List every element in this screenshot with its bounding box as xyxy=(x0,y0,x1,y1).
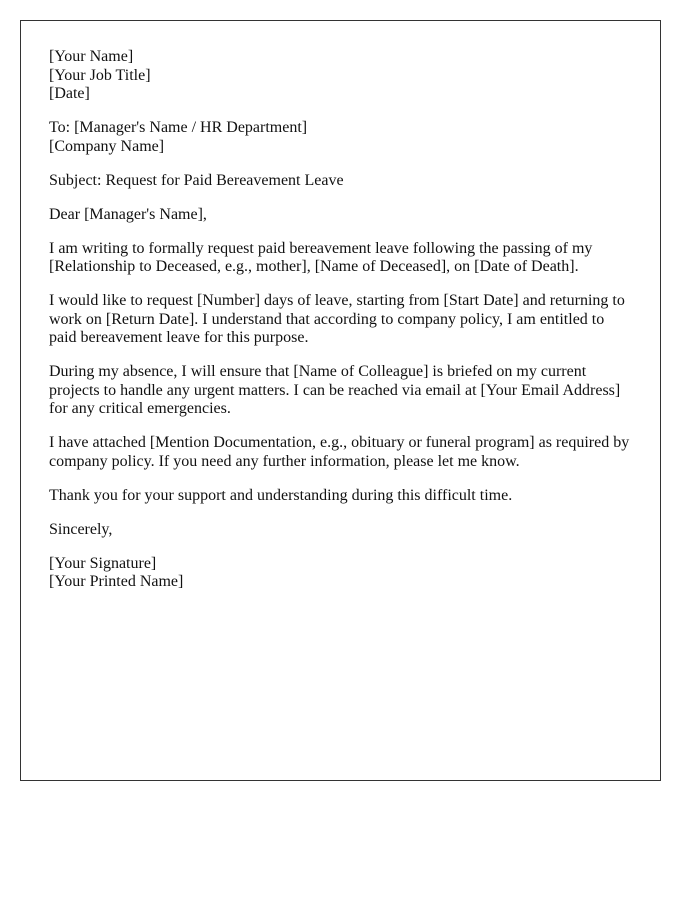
salutation: Dear [Manager's Name], xyxy=(49,205,207,223)
sender-block xyxy=(49,48,632,104)
printed-name: [Your Printed Name] xyxy=(49,573,184,590)
recipient-to: To: [Manager's Name / HR Department] xyxy=(49,119,308,136)
body-paragraph: I would like to request [Number] days of leave, starting from [Start Date] and returning to work on [Return Date]. I understand that according to company policy, I am entitled to paid bereavement leave for this purpose. xyxy=(49,292,625,346)
body-paragraph: Thank you for your support and understanding during this difficult time. xyxy=(49,486,513,504)
sender-job-title: [Your Job Title] xyxy=(49,66,151,84)
body-paragraph: I am writing to formally request paid bereavement leave following the passing of my [Relationship to Deceased, e.g., mother], [Name of Deceased], on [Date of Death]. xyxy=(49,239,593,275)
letter-date: [Date] xyxy=(49,85,90,102)
closing: Sincerely, xyxy=(49,520,113,538)
body-paragraph: During my absence, I will ensure that [Name of Colleague] is briefed on my current projects to handle any urgent matters. I can be reached via email at [Your Email Address] for any critical emergencies. xyxy=(49,363,621,417)
letter-page xyxy=(20,20,661,781)
sender-name: [Your Name] xyxy=(49,48,134,65)
signature-block xyxy=(49,555,632,592)
recipient-block xyxy=(49,119,632,156)
subject-line: Subject: Request for Paid Bereavement Leave xyxy=(49,171,344,189)
recipient-company: [Company Name] xyxy=(49,137,165,155)
body-paragraph: I have attached [Mention Documentation, e.g., obituary or funeral program] as required by company policy. If you need any further information, please let me know. xyxy=(49,434,630,470)
signature: [Your Signature] xyxy=(49,554,157,572)
